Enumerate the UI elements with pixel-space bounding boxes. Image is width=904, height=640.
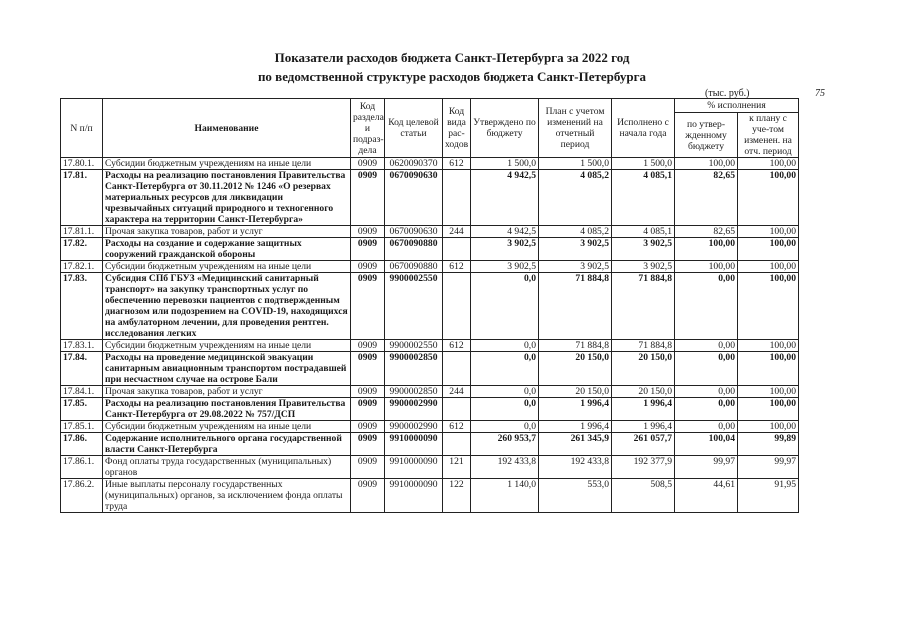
row-approved: 4 942,5	[471, 226, 539, 238]
row-pct-budget: 0,00	[675, 398, 738, 421]
row-name: Расходы на создание и содержание защитных сооружений гражданской обороны	[103, 238, 351, 261]
row-target-code: 9900002850	[385, 352, 443, 386]
header-plan: План с учетом изменений на отчетный период	[539, 99, 612, 158]
row-executed: 4 085,1	[612, 170, 675, 226]
row-expense-type	[443, 273, 471, 340]
row-name: Расходы на проведение медицинской эвакуации санитарным авиационным транспортом пострадавшей при несчастном случае на острове Бали	[103, 352, 351, 386]
row-expense-type: 612	[443, 421, 471, 433]
header-target-code: Код целевой статьи	[385, 99, 443, 158]
row-section-code: 0909	[351, 226, 385, 238]
row-expense-type: 612	[443, 261, 471, 273]
row-section-code: 0909	[351, 479, 385, 513]
row-pct-plan: 99,97	[738, 456, 799, 479]
row-pct-plan: 100,00	[738, 340, 799, 352]
row-section-code: 0909	[351, 238, 385, 261]
row-pct-budget: 0,00	[675, 421, 738, 433]
row-expense-type	[443, 170, 471, 226]
row-executed: 3 902,5	[612, 261, 675, 273]
row-target-code: 9910000090	[385, 456, 443, 479]
row-number: 17.86.2.	[61, 479, 103, 513]
header-num: N п/п	[61, 99, 103, 158]
row-pct-budget: 44,61	[675, 479, 738, 513]
header-section-code: Код раздела и подраз-дела	[351, 99, 385, 158]
row-plan: 1 500,0	[539, 158, 612, 170]
row-expense-type: 612	[443, 340, 471, 352]
row-pct-budget: 82,65	[675, 170, 738, 226]
row-pct-budget: 0,00	[675, 352, 738, 386]
page-number: 75	[815, 88, 825, 99]
row-plan: 553,0	[539, 479, 612, 513]
row-pct-plan: 100,00	[738, 226, 799, 238]
row-section-code: 0909	[351, 261, 385, 273]
row-pct-plan: 100,00	[738, 273, 799, 340]
row-target-code: 0620090370	[385, 158, 443, 170]
row-executed: 20 150,0	[612, 386, 675, 398]
header-executed: Исполнено с начала года	[612, 99, 675, 158]
row-name: Субсидии бюджетным учреждениям на иные цели	[103, 340, 351, 352]
row-expense-type: 244	[443, 226, 471, 238]
row-name: Прочая закупка товаров, работ и услуг	[103, 386, 351, 398]
row-pct-budget: 0,00	[675, 340, 738, 352]
row-target-code: 9900002550	[385, 273, 443, 340]
row-expense-type: 121	[443, 456, 471, 479]
row-number: 17.83.1.	[61, 340, 103, 352]
row-plan: 192 433,8	[539, 456, 612, 479]
row-name: Расходы на реализацию постановления Правительства Санкт-Петербурга от 29.08.2022 № 757/ДСП	[103, 398, 351, 421]
row-section-code: 0909	[351, 340, 385, 352]
row-approved: 192 433,8	[471, 456, 539, 479]
row-pct-plan: 100,00	[738, 158, 799, 170]
row-section-code: 0909	[351, 273, 385, 340]
row-pct-plan: 100,00	[738, 170, 799, 226]
row-number: 17.84.	[61, 352, 103, 386]
row-approved: 3 902,5	[471, 261, 539, 273]
row-target-code: 0670090880	[385, 261, 443, 273]
row-target-code: 9900002990	[385, 421, 443, 433]
row-number: 17.80.1.	[61, 158, 103, 170]
table-row	[61, 352, 799, 386]
row-plan: 20 150,0	[539, 386, 612, 398]
row-approved: 0,0	[471, 273, 539, 340]
row-executed: 1 996,4	[612, 398, 675, 421]
row-executed: 4 085,1	[612, 226, 675, 238]
row-pct-budget: 100,00	[675, 158, 738, 170]
row-target-code: 9910000090	[385, 479, 443, 513]
row-pct-budget: 100,00	[675, 261, 738, 273]
row-name: Субсидии бюджетным учреждениям на иные цели	[103, 158, 351, 170]
table-row	[61, 340, 799, 352]
row-target-code: 9900002850	[385, 386, 443, 398]
row-name: Фонд оплаты труда государственных (муниципальных) органов	[103, 456, 351, 479]
row-executed: 71 884,8	[612, 273, 675, 340]
row-approved: 4 942,5	[471, 170, 539, 226]
row-expense-type	[443, 433, 471, 456]
row-pct-plan: 99,89	[738, 433, 799, 456]
row-plan: 20 150,0	[539, 352, 612, 386]
row-pct-budget: 100,00	[675, 238, 738, 261]
row-approved: 0,0	[471, 421, 539, 433]
row-expense-type	[443, 398, 471, 421]
row-plan: 4 085,2	[539, 170, 612, 226]
row-target-code: 9910000090	[385, 433, 443, 456]
header-percent: % исполнения	[675, 99, 799, 113]
row-number: 17.81.1.	[61, 226, 103, 238]
row-number: 17.84.1.	[61, 386, 103, 398]
row-target-code: 0670090630	[385, 226, 443, 238]
report-title: Показатели расходов бюджета Санкт-Петербурга за 2022 год	[274, 50, 630, 65]
row-executed: 1 500,0	[612, 158, 675, 170]
row-section-code: 0909	[351, 421, 385, 433]
row-name: Расходы на реализацию постановления Правительства Санкт-Петербурга от 30.11.2012 № 1246 «О резервах материальных ресурсов для ликвидации чрезвычайных ситуаций природного и техногенного характера на территории Санкт-Петербурга»	[103, 170, 351, 226]
units-label: (тыс. руб.)	[705, 88, 750, 99]
row-plan: 3 902,5	[539, 238, 612, 261]
row-number: 17.85.1.	[61, 421, 103, 433]
row-number: 17.86.	[61, 433, 103, 456]
row-name: Субсидии бюджетным учреждениям на иные цели	[103, 261, 351, 273]
row-name: Содержание исполнительного органа государственной власти Санкт-Петербурга	[103, 433, 351, 456]
row-number: 17.82.1.	[61, 261, 103, 273]
row-name: Прочая закупка товаров, работ и услуг	[103, 226, 351, 238]
row-pct-plan: 100,00	[738, 398, 799, 421]
row-section-code: 0909	[351, 158, 385, 170]
table-row	[61, 261, 799, 273]
row-name: Субсидии бюджетным учреждениям на иные цели	[103, 421, 351, 433]
table-row	[61, 456, 799, 479]
table-row	[61, 386, 799, 398]
row-expense-type: 612	[443, 158, 471, 170]
row-approved: 0,0	[471, 352, 539, 386]
row-plan: 261 345,9	[539, 433, 612, 456]
row-number: 17.85.	[61, 398, 103, 421]
row-approved: 0,0	[471, 386, 539, 398]
row-pct-budget: 0,00	[675, 273, 738, 340]
report-subtitle: по ведомственной структуре расходов бюджета Санкт-Петербурга	[257, 69, 647, 84]
row-approved: 260 953,7	[471, 433, 539, 456]
table-row	[61, 226, 799, 238]
header-pct-plan: к плану с уче-том изменен. на отч. период	[738, 113, 799, 158]
table-row	[61, 479, 799, 513]
row-expense-type	[443, 238, 471, 261]
row-name: Иные выплаты персоналу государственных (муниципальных) органов, за исключением фонда оплаты труда	[103, 479, 351, 513]
row-executed: 1 996,4	[612, 421, 675, 433]
row-approved: 1 140,0	[471, 479, 539, 513]
table-row	[61, 238, 799, 261]
row-plan: 1 996,4	[539, 421, 612, 433]
row-plan: 71 884,8	[539, 340, 612, 352]
row-target-code: 9900002550	[385, 340, 443, 352]
table-row	[61, 170, 799, 226]
row-expense-type: 244	[443, 386, 471, 398]
row-executed: 3 902,5	[612, 238, 675, 261]
row-target-code: 9900002990	[385, 398, 443, 421]
table-row	[61, 158, 799, 170]
row-section-code: 0909	[351, 456, 385, 479]
row-approved: 0,0	[471, 398, 539, 421]
table-row	[61, 433, 799, 456]
row-target-code: 0670090630	[385, 170, 443, 226]
row-number: 17.86.1.	[61, 456, 103, 479]
row-approved: 1 500,0	[471, 158, 539, 170]
row-number: 17.82.	[61, 238, 103, 261]
row-pct-plan: 100,00	[738, 352, 799, 386]
row-plan: 4 085,2	[539, 226, 612, 238]
row-plan: 1 996,4	[539, 398, 612, 421]
row-pct-plan: 100,00	[738, 238, 799, 261]
row-pct-budget: 0,00	[675, 386, 738, 398]
row-pct-budget: 99,97	[675, 456, 738, 479]
row-plan: 71 884,8	[539, 273, 612, 340]
row-section-code: 0909	[351, 386, 385, 398]
table-row	[61, 421, 799, 433]
row-pct-budget: 100,04	[675, 433, 738, 456]
row-executed: 71 884,8	[612, 340, 675, 352]
row-pct-plan: 91,95	[738, 479, 799, 513]
table-row	[61, 398, 799, 421]
row-expense-type	[443, 352, 471, 386]
row-section-code: 0909	[351, 170, 385, 226]
table-row	[61, 273, 799, 340]
row-expense-type: 122	[443, 479, 471, 513]
row-executed: 261 057,7	[612, 433, 675, 456]
row-pct-plan: 100,00	[738, 386, 799, 398]
header-name: Наименование	[103, 99, 351, 158]
row-executed: 20 150,0	[612, 352, 675, 386]
row-name: Субсидия СПб ГБУЗ «Медицинский санитарный транспорт» на закупку транспортных услуг по обеспечению перевозки пациентов с подтвержденным диагнозом или подозрением на COVID-19, находящихся на амбулаторном лечении, для проведения рентген. исследования легких	[103, 273, 351, 340]
row-pct-plan: 100,00	[738, 261, 799, 273]
row-section-code: 0909	[351, 398, 385, 421]
row-approved: 3 902,5	[471, 238, 539, 261]
row-executed: 508,5	[612, 479, 675, 513]
row-approved: 0,0	[471, 340, 539, 352]
row-number: 17.83.	[61, 273, 103, 340]
row-target-code: 0670090880	[385, 238, 443, 261]
row-section-code: 0909	[351, 352, 385, 386]
row-number: 17.81.	[61, 170, 103, 226]
row-executed: 192 377,9	[612, 456, 675, 479]
row-pct-plan: 100,00	[738, 421, 799, 433]
row-section-code: 0909	[351, 433, 385, 456]
row-plan: 3 902,5	[539, 261, 612, 273]
expenditure-table	[60, 98, 799, 513]
header-pct-budget: по утвер-жденному бюджету	[675, 113, 738, 158]
row-pct-budget: 82,65	[675, 226, 738, 238]
header-approved: Утверждено по бюджету	[471, 99, 539, 158]
header-expense-type: Код вида рас-ходов	[443, 99, 471, 158]
